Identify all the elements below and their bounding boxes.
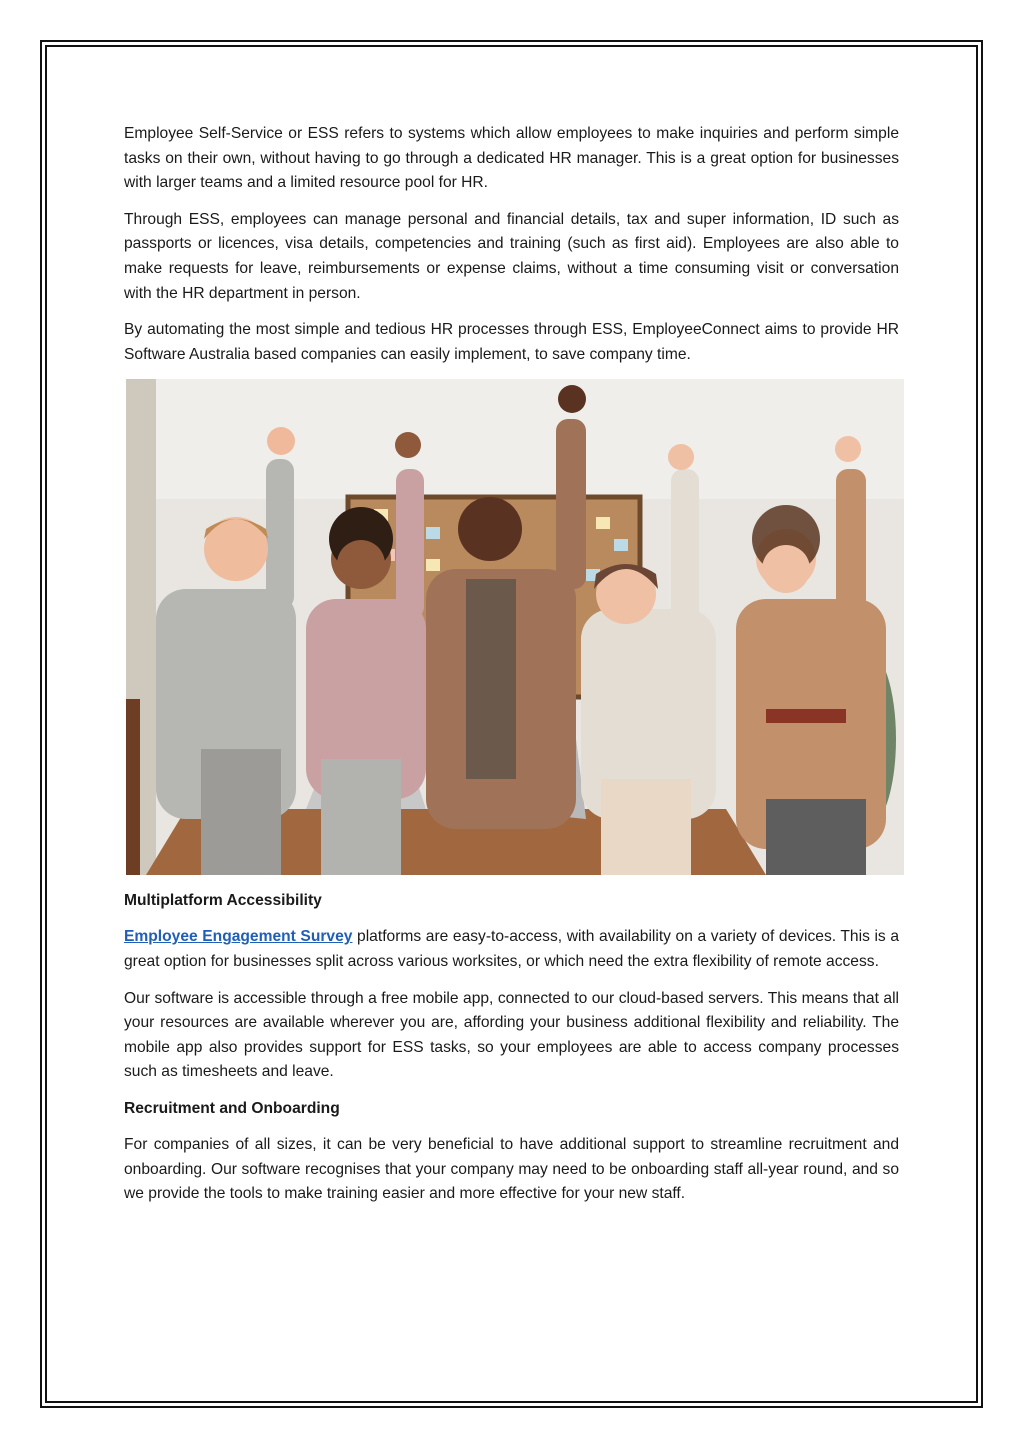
paragraph-recruitment: For companies of all sizes, it can be very beneficial to have additional support to streamline recruitment and onboarding. Our software recognises that your company may need to be onboarding staff all-year round, and so we provide the tools to make training easier and more effective for your new staff. xyxy=(124,1135,899,1203)
paragraph-engagement-survey-text: platforms are easy-to-access, with availability on a variety of devices. This is a great option for businesses split across various worksites, or which need the extra flexibility of remote access. xyxy=(124,928,899,970)
team-celebration-photo xyxy=(126,379,904,875)
paragraph-ess-features: Through ESS, employees can manage personal and financial details, tax and super information, ID such as passports or licences, visa details, competencies and training (such as first aid). Employees are also able to make requests for leave, reimbursements or expense claims, without a time consuming visit or conversation with the HR department in person. xyxy=(124,210,899,302)
paragraph-ess-automation: By automating the most simple and tedious HR processes through ESS, EmployeeConnect aims to provide HR Software Australia based companies can easily implement, to save company time. xyxy=(124,321,899,363)
heading-recruitment-onboarding: Recruitment and Onboarding xyxy=(124,1099,340,1117)
employee-engagement-survey-link[interactable]: Employee Engagement Survey xyxy=(124,928,353,946)
paragraph-ess-intro: Employee Self-Service or ESS refers to systems which allow employees to make inquiries and perform simple tasks on their own, without having to go through a dedicated HR manager. This is a great option for businesses with larger teams and a limited resource pool for HR. xyxy=(124,125,899,192)
paragraph-mobile-app: Our software is accessible through a free mobile app, connected to our cloud-based servers. This means that all your resources are available wherever you are, affording your business additional flexibility and reliability. The mobile app also provides support for ESS tasks, so your employees are able to access company processes such as timesheets and leave. xyxy=(124,989,899,1081)
paragraph-engagement-survey xyxy=(124,925,899,974)
document-body xyxy=(124,122,899,1219)
heading-multiplatform-accessibility: Multiplatform Accessibility xyxy=(124,892,322,910)
